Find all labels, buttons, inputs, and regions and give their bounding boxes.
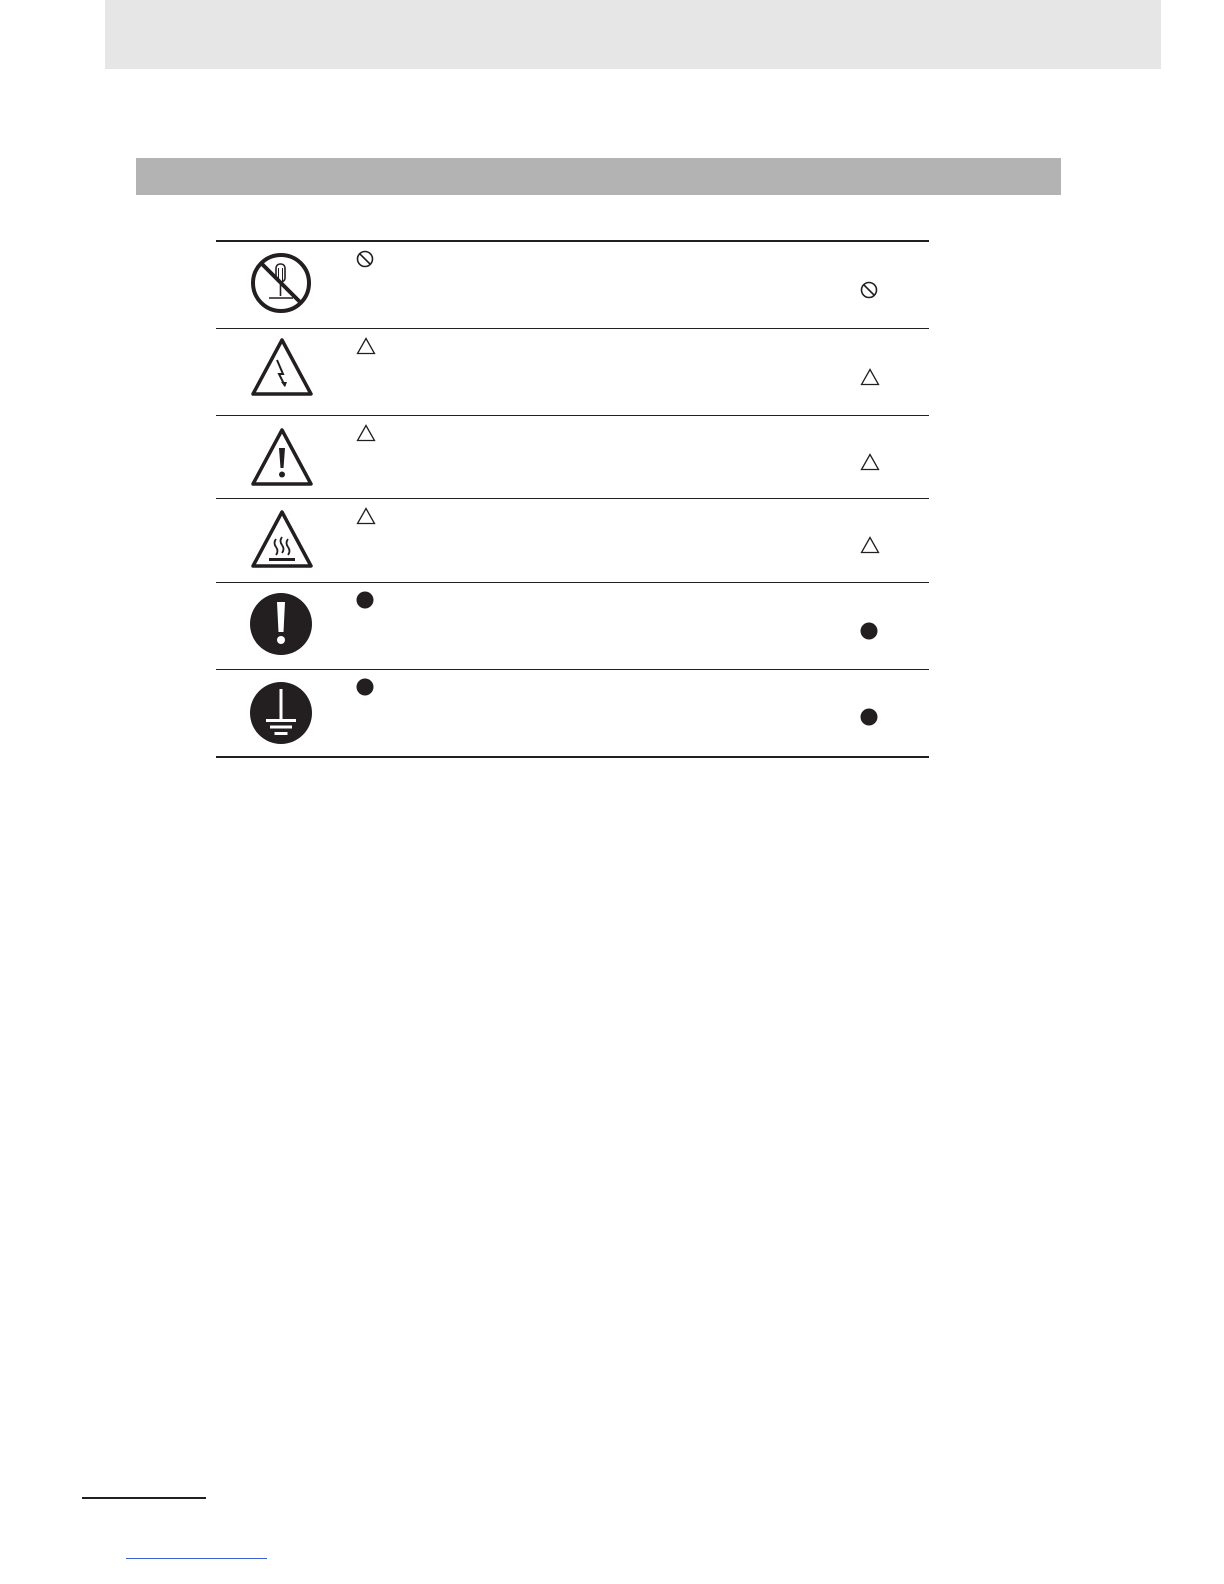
mandatory-dot-icon [356, 591, 374, 609]
general-caution-icon [249, 426, 315, 488]
symbol-row-electric-shock [216, 329, 929, 416]
caution-triangle-icon [860, 453, 880, 471]
page-header-band [105, 0, 1161, 69]
no-disassembly-icon [249, 251, 313, 315]
caution-triangle-icon [356, 507, 376, 525]
mandatory-dot-icon [860, 622, 878, 640]
prohibition-icon [356, 250, 374, 268]
mandatory-action-icon [249, 592, 313, 656]
mandatory-dot-icon [356, 678, 374, 696]
mandatory-dot-icon [860, 708, 878, 726]
section-heading-bar [136, 158, 1061, 195]
prohibition-icon [860, 281, 878, 299]
symbol-row-prohibition [216, 242, 929, 329]
caution-triangle-icon [860, 536, 880, 554]
symbol-row-hot-surface [216, 499, 929, 583]
safety-symbol-table [216, 240, 929, 758]
symbol-row-mandatory-action [216, 583, 929, 670]
caution-triangle-icon [860, 368, 880, 386]
caution-triangle-icon [356, 337, 376, 355]
symbol-row-general-caution [216, 416, 929, 499]
footer-rule [82, 1497, 206, 1499]
electric-shock-warning-icon [249, 336, 315, 398]
symbol-row-protective-earth [216, 670, 929, 756]
protective-earth-icon [249, 681, 313, 745]
footer-link-underline[interactable] [126, 1558, 267, 1559]
hot-surface-warning-icon [249, 508, 315, 570]
caution-triangle-icon [356, 424, 376, 442]
